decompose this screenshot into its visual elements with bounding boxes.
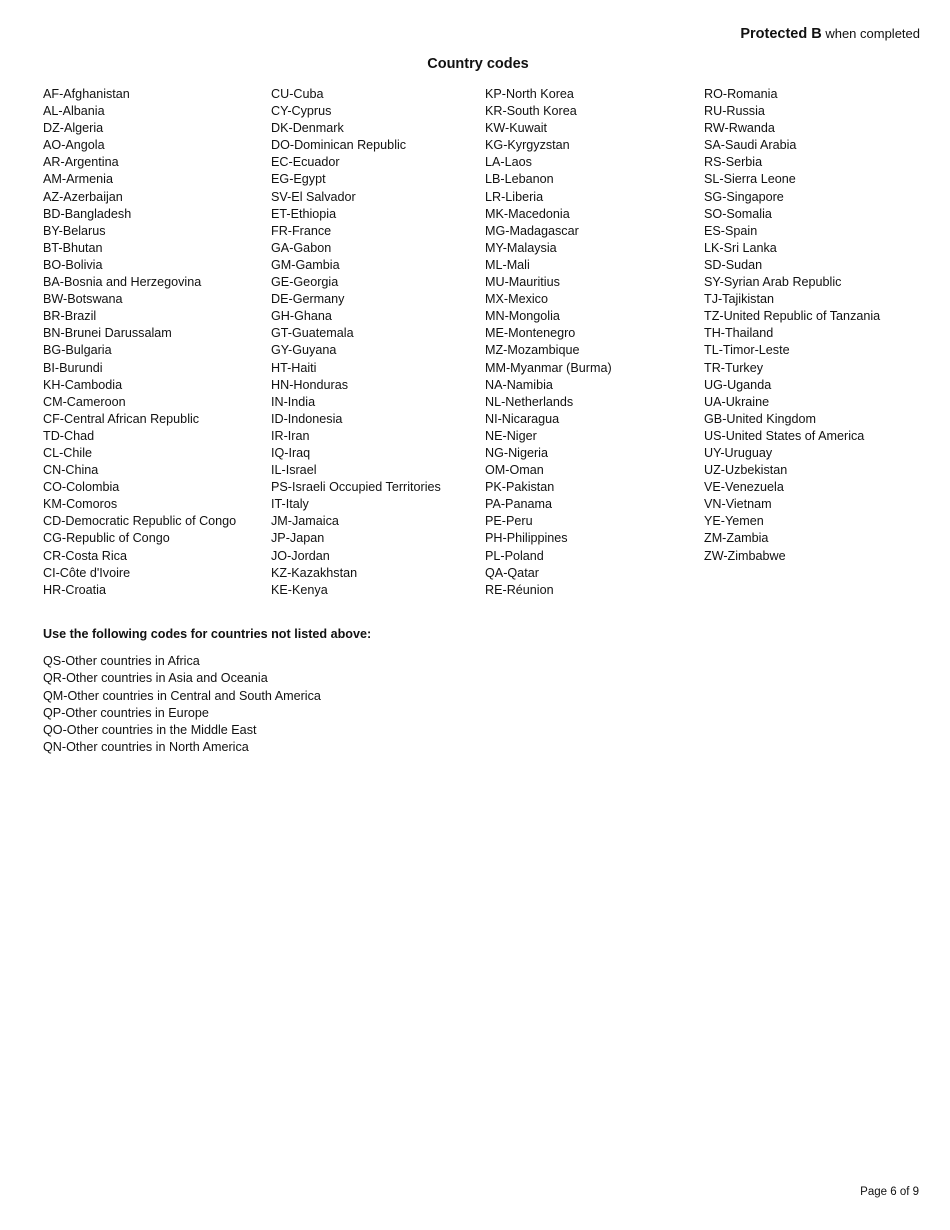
country-code-item: CR-Costa Rica <box>43 548 127 563</box>
country-code-item: KP-North Korea <box>485 87 574 101</box>
country-code-item: ZM-Zambia <box>704 531 769 546</box>
country-code-item: MX-Mexico <box>485 292 548 307</box>
country-code-item: AM-Armenia <box>43 172 113 187</box>
country-code-item: IL-Israel <box>271 463 317 478</box>
country-code-item: OM-Oman <box>485 463 544 478</box>
country-code-item: AR-Argentina <box>43 155 119 170</box>
country-code-item: GB-United Kingdom <box>704 411 816 426</box>
country-code-item: CO-Colombia <box>43 480 120 495</box>
country-code-item: NE-Niger <box>485 428 537 443</box>
country-column-3 <box>485 86 612 599</box>
country-code-item: PK-Pakistan <box>485 480 555 495</box>
country-code-item: SL-Sierra Leone <box>704 172 796 187</box>
country-code-item: DO-Dominican Republic <box>271 138 407 153</box>
country-code-item: NA-Namibia <box>485 377 553 392</box>
country-code-item: BW-Botswana <box>43 292 123 307</box>
country-code-item: SA-Saudi Arabia <box>704 138 797 153</box>
country-code-item: PA-Panama <box>485 497 552 512</box>
country-code-item: ID-Indonesia <box>271 411 343 426</box>
country-code-item: CN-China <box>43 463 99 478</box>
country-column-4 <box>704 86 880 565</box>
country-code-item: GM-Gambia <box>271 257 340 272</box>
country-code-item: SO-Somalia <box>704 206 772 221</box>
country-code-item: PS-Israeli Occupied Territories <box>271 480 441 495</box>
country-code-item: MN-Mongolia <box>485 309 560 324</box>
country-code-item: TJ-Tajikistan <box>704 292 774 307</box>
other-codes-heading: Use the following codes for countries not listed above: <box>43 627 372 641</box>
country-code-item: KE-Kenya <box>271 582 328 597</box>
country-code-item: JO-Jordan <box>271 548 330 563</box>
country-code-item: TL-Timor-Leste <box>704 343 790 358</box>
country-code-item: IQ-Iraq <box>271 445 311 460</box>
country-code-item: PL-Poland <box>485 548 544 563</box>
country-code-item: DK-Denmark <box>271 121 344 136</box>
country-code-item: MG-Madagascar <box>485 223 579 238</box>
country-code-item: CG-Republic of Congo <box>43 531 170 546</box>
page-title: Country codes <box>427 56 529 72</box>
country-code-item: KM-Comoros <box>43 497 118 512</box>
country-code-item: AZ-Azerbaijan <box>43 189 123 204</box>
country-code-item: RE-Réunion <box>485 582 554 597</box>
country-code-item: VN-Vietnam <box>704 497 772 512</box>
country-code-item: CF-Central African Republic <box>43 411 200 426</box>
country-code-item: NL-Netherlands <box>485 394 574 409</box>
country-code-item: BO-Bolivia <box>43 257 103 272</box>
country-code-item: VE-Venezuela <box>704 480 784 495</box>
country-code-item: ML-Mali <box>485 257 530 272</box>
country-code-item: DZ-Algeria <box>43 121 104 136</box>
country-code-item: MU-Mauritius <box>485 275 560 290</box>
country-code-item: PH-Philippines <box>485 531 568 546</box>
country-code-item: LK-Sri Lanka <box>704 240 777 255</box>
country-code-item: CM-Cameroon <box>43 394 126 409</box>
country-code-item: AL-Albania <box>43 104 105 119</box>
country-code-item: UA-Ukraine <box>704 394 770 409</box>
country-code-item: QA-Qatar <box>485 565 539 580</box>
country-code-item: YE-Yemen <box>704 514 764 529</box>
country-code-item: SG-Singapore <box>704 189 784 204</box>
country-code-item: CY-Cyprus <box>271 104 332 119</box>
country-code-item: DE-Germany <box>271 292 345 307</box>
country-code-item: CL-Chile <box>43 445 92 460</box>
country-code-item: EG-Egypt <box>271 172 326 187</box>
country-code-item: EC-Ecuador <box>271 155 340 170</box>
country-code-item: CI-Côte d'Ivoire <box>43 565 131 580</box>
country-code-item: BY-Belarus <box>43 223 106 238</box>
country-code-item: GH-Ghana <box>271 309 332 324</box>
country-code-item: AF-Afghanistan <box>43 87 130 101</box>
country-code-item: BD-Bangladesh <box>43 206 132 221</box>
country-column-2 <box>271 86 441 599</box>
country-column-1 <box>43 86 236 599</box>
country-code-item: GE-Georgia <box>271 275 339 290</box>
other-code-item: QP-Other countries in Europe <box>43 705 209 720</box>
country-code-item: ES-Spain <box>704 223 758 238</box>
country-code-item: ZW-Zimbabwe <box>704 548 786 563</box>
country-code-item: RU-Russia <box>704 104 765 119</box>
country-code-item: NI-Nicaragua <box>485 411 560 426</box>
country-code-item: JM-Jamaica <box>271 514 339 529</box>
country-code-item: KW-Kuwait <box>485 121 548 136</box>
country-code-item: RO-Romania <box>704 87 778 101</box>
country-code-item: BG-Bulgaria <box>43 343 112 358</box>
country-code-item: BA-Bosnia and Herzegovina <box>43 275 202 290</box>
page-number: Page 6 of 9 <box>860 1186 919 1198</box>
country-code-item: KG-Kyrgyzstan <box>485 138 570 153</box>
country-code-item: ET-Ethiopia <box>271 206 337 221</box>
country-code-item: SD-Sudan <box>704 257 763 272</box>
country-codes-grid <box>43 86 923 606</box>
country-code-item: UY-Uruguay <box>704 445 773 460</box>
country-code-item: HN-Honduras <box>271 377 348 392</box>
country-code-item: MZ-Mozambique <box>485 343 580 358</box>
country-code-item: BR-Brazil <box>43 309 97 324</box>
country-code-item: IR-Iran <box>271 428 310 443</box>
country-code-item: SY-Syrian Arab Republic <box>704 275 842 290</box>
country-code-item: UZ-Uzbekistan <box>704 463 788 478</box>
country-code-item: RW-Rwanda <box>704 121 775 136</box>
country-code-item: TD-Chad <box>43 428 95 443</box>
country-code-item: US-United States of America <box>704 428 865 443</box>
country-code-item: NG-Nigeria <box>485 445 548 460</box>
country-code-item: IT-Italy <box>271 497 309 512</box>
other-codes-list <box>43 653 321 757</box>
country-code-item: TR-Turkey <box>704 360 764 375</box>
country-code-item: MM-Myanmar (Burma) <box>485 360 612 375</box>
country-code-item: HR-Croatia <box>43 582 106 597</box>
country-code-item: GT-Guatemala <box>271 326 354 341</box>
country-code-item: RS-Serbia <box>704 155 763 170</box>
country-code-item: MY-Malaysia <box>485 240 557 255</box>
other-code-item: QR-Other countries in Asia and Oceania <box>43 671 268 686</box>
country-code-item: KH-Cambodia <box>43 377 123 392</box>
country-code-item: IN-India <box>271 394 316 409</box>
country-code-item: KZ-Kazakhstan <box>271 565 358 580</box>
country-code-item: KR-South Korea <box>485 104 577 119</box>
country-code-item: MK-Macedonia <box>485 206 570 221</box>
other-code-item: QS-Other countries in Africa <box>43 654 200 668</box>
country-code-item: LB-Lebanon <box>485 172 554 187</box>
country-code-item: TH-Thailand <box>704 326 774 341</box>
country-code-item: CD-Democratic Republic of Congo <box>43 514 237 529</box>
country-code-item: LR-Liberia <box>485 189 544 204</box>
country-code-item: BT-Bhutan <box>43 240 103 255</box>
country-code-item: FR-France <box>271 223 332 238</box>
country-code-item: BI-Burundi <box>43 360 103 375</box>
other-code-item: QM-Other countries in Central and South America <box>43 688 321 703</box>
other-code-item: QN-Other countries in North America <box>43 740 249 755</box>
country-code-item: AO-Angola <box>43 138 105 153</box>
country-code-item: GY-Guyana <box>271 343 337 358</box>
protected-label: Protected B <box>740 26 822 42</box>
country-code-item: ME-Montenegro <box>485 326 576 341</box>
country-code-item: GA-Gabon <box>271 240 332 255</box>
country-code-item: BN-Brunei Darussalam <box>43 326 172 341</box>
country-code-item: HT-Haiti <box>271 360 317 375</box>
other-code-item: QO-Other countries in the Middle East <box>43 723 257 738</box>
country-code-item: CU-Cuba <box>271 87 324 101</box>
country-code-item: LA-Laos <box>485 155 532 170</box>
country-code-item: JP-Japan <box>271 531 325 546</box>
protected-header <box>740 26 920 42</box>
country-code-item: TZ-United Republic of Tanzania <box>704 309 881 324</box>
country-code-item: PE-Peru <box>485 514 533 529</box>
country-code-item: UG-Uganda <box>704 377 772 392</box>
country-code-item: SV-El Salvador <box>271 189 356 204</box>
protected-suffix: when completed <box>825 26 920 41</box>
